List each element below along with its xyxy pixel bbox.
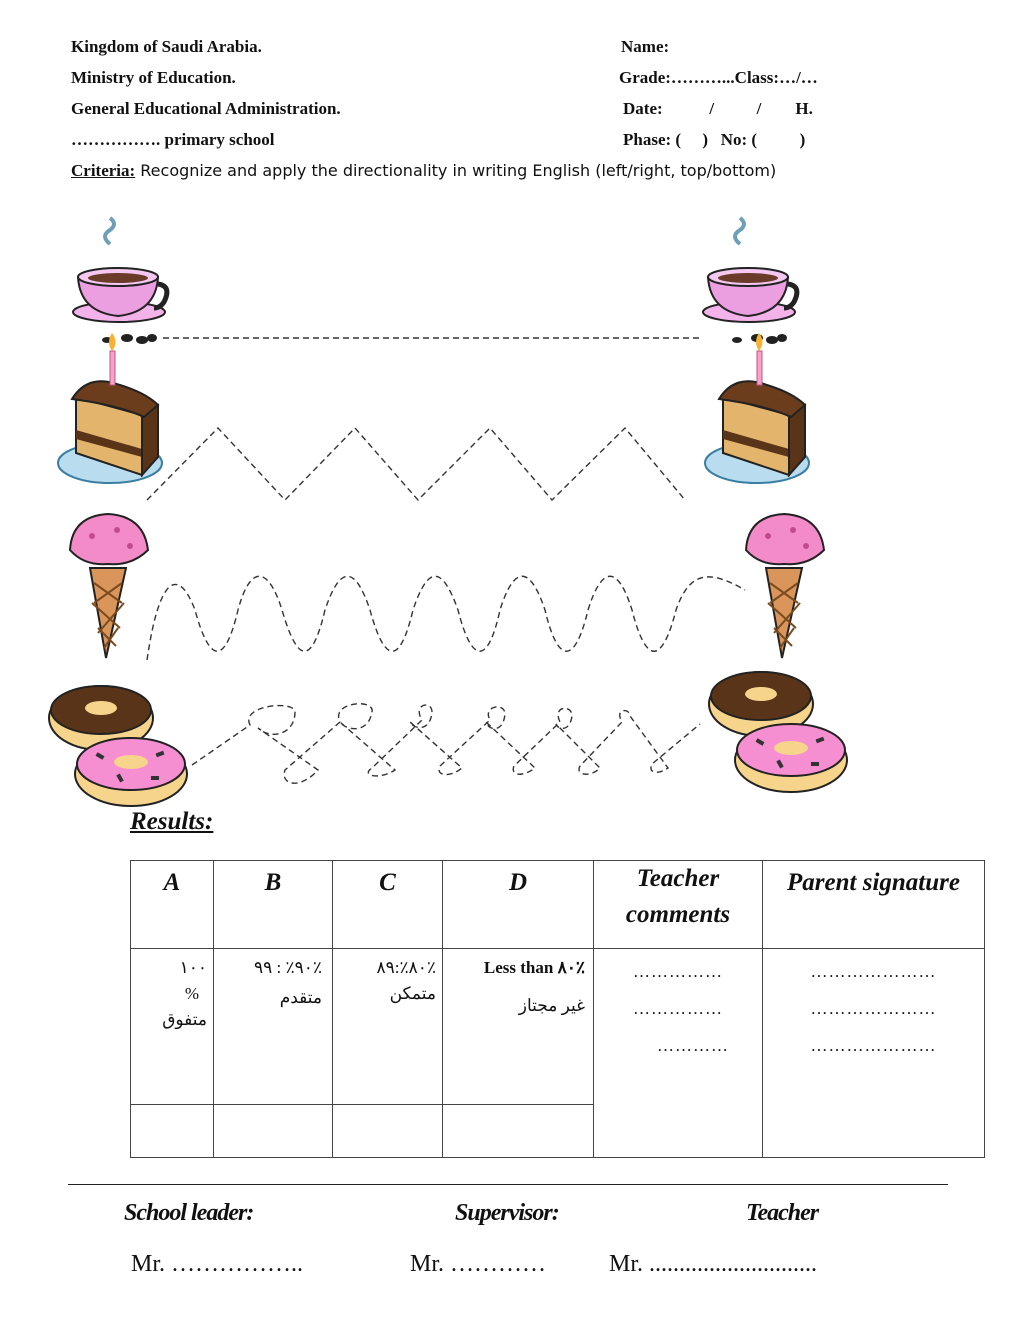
- header-teacher-comments: Teacher comments: [625, 865, 731, 928]
- school-leader-label: School leader:: [124, 1200, 254, 1226]
- criteria: [71, 161, 776, 181]
- results-title: Results:: [130, 808, 214, 835]
- header-d: D: [508, 869, 528, 896]
- header-phase-no: Phase: ( ) No: ( ): [623, 130, 806, 149]
- header-a: A: [163, 869, 181, 896]
- ice-cream-icon-left: [70, 514, 148, 658]
- divider-line: [68, 1184, 948, 1185]
- wave-dashed-line: [147, 576, 745, 660]
- table-header-row: [131, 861, 985, 949]
- level-d: [443, 949, 593, 1019]
- teacher-comments-lines[interactable]: …………… …………… …………: [633, 962, 729, 1055]
- header-grade-class: Grade:………...Class:…/…: [619, 68, 818, 87]
- table-row-levels: [131, 949, 985, 1105]
- level-a-label: متفوق: [162, 1010, 207, 1029]
- level-b: [214, 949, 332, 1011]
- donut-icon-left: [49, 686, 187, 806]
- header-administration: General Educational Administration.: [71, 99, 341, 118]
- cake-icon-left: [58, 333, 162, 483]
- level-b-label: متقدم: [279, 988, 322, 1007]
- tracing-worksheet: [0, 200, 1020, 810]
- level-a-range: ١٠٠: [179, 958, 207, 977]
- level-d-range: Less than ٨٠٪: [483, 958, 585, 977]
- level-a: [131, 949, 213, 1033]
- header-date: Date: / / H.: [623, 99, 813, 118]
- teacher-name-line[interactable]: Mr. ............................: [609, 1251, 818, 1277]
- level-b-range: ٩٠٪ : ٩٩٪: [253, 958, 322, 977]
- header-kingdom: Kingdom of Saudi Arabia.: [71, 37, 262, 56]
- loop-dashed-line: [192, 704, 700, 783]
- header-name: Name:: [621, 37, 670, 56]
- header-parent-signature: Parent signature: [787, 869, 960, 896]
- criteria-text: Recognize and apply the directionality in writing English (left/right, top/bottom): [135, 161, 777, 180]
- mark-cell-a[interactable]: [131, 1105, 214, 1158]
- mark-cell-c[interactable]: [333, 1105, 443, 1158]
- teacher-label: Teacher: [746, 1200, 819, 1226]
- mark-cell-d[interactable]: [443, 1105, 594, 1158]
- zigzag-dashed-line: [147, 428, 685, 500]
- supervisor-name-line[interactable]: Mr. …………: [410, 1251, 547, 1277]
- level-c-range: ٨٠٪:٨٩٪: [376, 958, 436, 977]
- mark-cell-b[interactable]: [214, 1105, 333, 1158]
- supervisor-label: Supervisor:: [455, 1200, 559, 1226]
- level-c: [333, 949, 442, 1007]
- level-c-label: متمكن: [389, 984, 436, 1003]
- cup-icon-right: [703, 218, 797, 344]
- cup-icon-left: [73, 218, 167, 344]
- level-d-label: غير مجتاز: [518, 996, 585, 1015]
- criteria-label: Criteria:: [71, 161, 136, 180]
- ice-cream-icon-right: [746, 514, 824, 658]
- header-school: ……………. primary school: [71, 130, 275, 149]
- header-c: C: [379, 869, 396, 896]
- parent-signature-lines[interactable]: ………………… ………………… …………………: [810, 962, 937, 1055]
- header-ministry: Ministry of Education.: [71, 68, 236, 87]
- donut-icon-right: [709, 672, 847, 792]
- cake-icon-right: [705, 333, 809, 483]
- school-leader-name-line[interactable]: Mr. ……………..: [131, 1251, 304, 1277]
- results-table: [130, 860, 985, 1158]
- header-b: B: [264, 869, 282, 896]
- level-a-percent: %: [184, 984, 199, 1003]
